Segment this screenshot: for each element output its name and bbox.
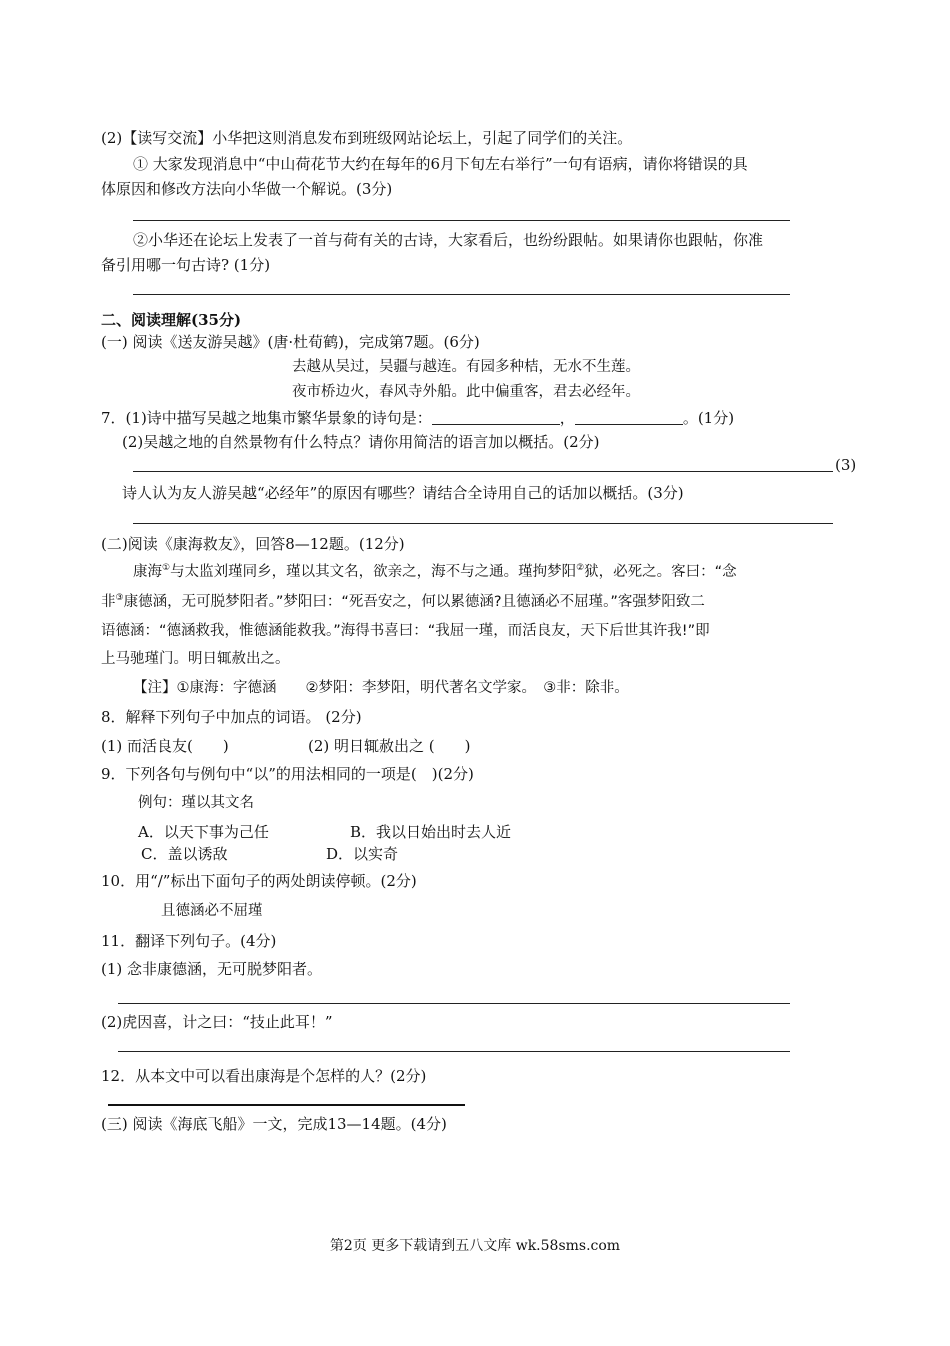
answer-line-q7-3[interactable] bbox=[133, 523, 833, 524]
annotation-note: 【注】①康海：字德涵 ②梦阳：李梦阳，明代著名文学家。 ③非：除非。 bbox=[133, 680, 629, 696]
q12: 12．从本文中可以看出康海是个怎样的人？(2分) bbox=[101, 1067, 427, 1085]
q9-option-a[interactable]: A．以天下事为己任 bbox=[138, 823, 269, 841]
part1-intro: (一) 阅读《送友游吴越》(唐·杜荀鹤)，完成第7题。(6分) bbox=[101, 333, 480, 351]
q7-1-prompt: 7．(1)诗中描写吴越之地集市繁华景象的诗句是： bbox=[101, 409, 432, 427]
q7-1-blank-1[interactable] bbox=[432, 409, 560, 425]
q2-2-line1: ②小华还在论坛上发表了一首与荷有关的古诗，大家看后，也纷纷跟帖。如果请你也跟帖，你准 bbox=[133, 231, 764, 249]
passage-line-2: 非③康德涵，无可脱梦阳者。”梦阳曰：“死吾安之，何以累德涵?且德涵必不屈瑾。”客强梦阳致二 bbox=[101, 593, 705, 610]
q9-option-b[interactable]: B．我以日始出时去人近 bbox=[350, 823, 512, 841]
answer-line-q7-2[interactable] bbox=[133, 471, 833, 472]
answer-line-q11-1[interactable] bbox=[118, 1003, 790, 1004]
passage-line-4: 上马驰瑾门。明日辄赦出之。 bbox=[101, 651, 290, 667]
part3-intro: (三) 阅读《海底飞船》一文，完成13—14题。(4分) bbox=[101, 1115, 447, 1133]
q8: 8．解释下列句子中加点的词语。 (2分) bbox=[101, 708, 362, 726]
poem-line-1: 去越从吴过，吴疆与越连。有园多种桔，无水不生莲。 bbox=[292, 359, 640, 375]
answer-line-q12[interactable] bbox=[108, 1104, 465, 1106]
answer-line-q2-1[interactable] bbox=[133, 220, 790, 221]
q8-2: (2) 明日辄赦出之 ( ) bbox=[308, 737, 471, 755]
q7-3: 诗人认为友人游吴越“必经年”的原因有哪些？请结合全诗用自己的话加以概括。(3分) bbox=[122, 484, 684, 502]
q7-1 bbox=[101, 407, 734, 429]
q7-1-comma: ， bbox=[559, 409, 575, 427]
q2-intro: (2)【读写交流】小华把这则消息发布到班级网站论坛上，引起了同学们的关注。 bbox=[101, 129, 633, 147]
q7-2: (2)吴越之地的自然景物有什么特点？请你用简洁的语言加以概括。(2分) bbox=[122, 433, 600, 451]
q11-2: (2)虎因喜，计之曰：“技止此耳！” bbox=[101, 1013, 333, 1031]
passage-line-1: 康海①与太监刘瑾同乡，瑾以其文名，欲亲之，海不与之通。瑾拘梦阳②狱，必死之。客曰：“念 bbox=[133, 563, 737, 580]
q8-1: (1) 而活良友( ) bbox=[101, 737, 229, 755]
section-heading-reading: 二、阅读理解(35分) bbox=[101, 311, 242, 329]
answer-line-q2-2[interactable] bbox=[133, 294, 790, 295]
answer-line-q11-2[interactable] bbox=[118, 1051, 790, 1052]
q2-1-line2: 体原因和修改方法向小华做一个解说。(3分) bbox=[101, 180, 393, 198]
q9-option-c[interactable]: C．盖以诱敌 bbox=[141, 845, 228, 863]
q2-2-line2: 备引用哪一句古诗? (1分) bbox=[101, 256, 271, 274]
q11: 11．翻译下列句子。(4分) bbox=[101, 932, 277, 950]
page-footer: 第2页 更多下载请到五八文库 wk.58sms.com bbox=[329, 1238, 621, 1254]
part2-intro: (二)阅读《康海救友》，回答8—12题。(12分) bbox=[101, 535, 405, 553]
q9-option-d[interactable]: D．以实奇 bbox=[326, 845, 399, 863]
q9-example: 例句：瑾以其文名 bbox=[138, 795, 254, 811]
q11-1: (1) 念非康德涵，无可脱梦阳者。 bbox=[101, 960, 323, 978]
q7-3-number: (3) bbox=[835, 456, 857, 474]
q7-1-blank-2[interactable] bbox=[575, 409, 683, 425]
q9: 9．下列各句与例句中“以”的用法相同的一项是( )(2分) bbox=[101, 765, 474, 783]
q10: 10．用“/”标出下面句子的两处朗读停顿。(2分) bbox=[101, 872, 417, 890]
passage-line-3: 语德涵：“德涵救我，惟德涵能救我。”海得书喜曰：“我屈一瑾，而活良友，天下后世其许我!”即 bbox=[101, 623, 710, 639]
q7-1-score: 。(1分) bbox=[682, 409, 735, 427]
q2-1-line1: ① 大家发现消息中“中山荷花节大约在每年的6月下旬左右举行”一句有语病，请你将错误的具 bbox=[133, 155, 748, 173]
poem-line-2: 夜市桥边火，春风寺外船。此中偏重客，君去必经年。 bbox=[292, 384, 640, 400]
q10-sentence[interactable]: 且德涵必不屈瑾 bbox=[161, 903, 263, 919]
